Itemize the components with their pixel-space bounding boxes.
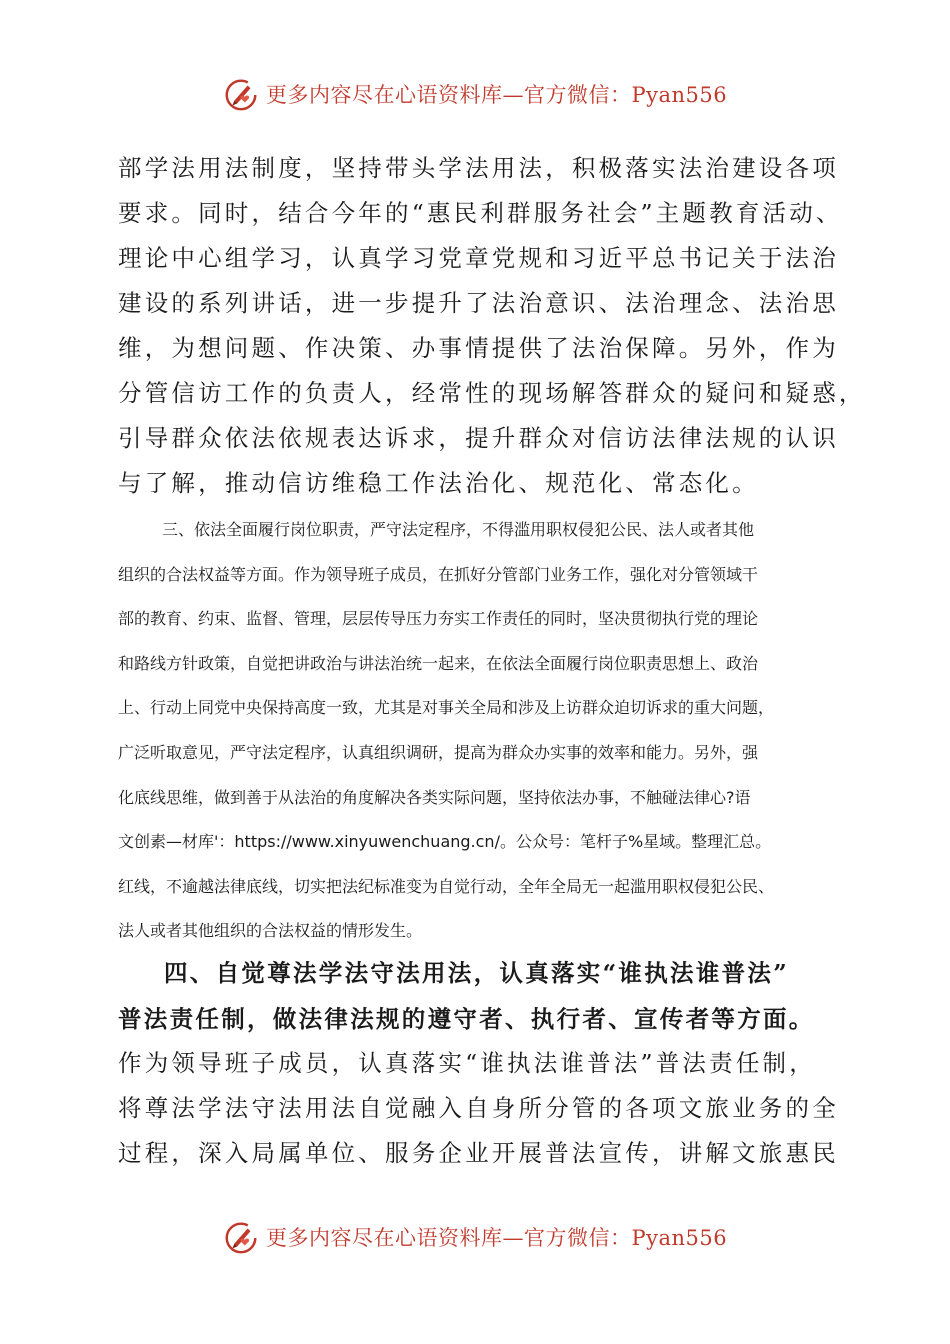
text-line: 和路线方针政策，自觉把讲政治与讲法治统一起来，在依法全面履行岗位职责思想上、政治 xyxy=(118,653,759,673)
text-line: 过程，深入局属单位、服务企业开展普法宣传，讲解文旅惠民 xyxy=(118,1139,839,1167)
text-line: 法人或者其他组织的合法权益的情形发生。 xyxy=(118,921,423,941)
paragraph-legal-study xyxy=(118,146,866,506)
text-line: 广泛听取意见，严守法定程序，认真组织调研，提高为群众办实事的效率和能力。另外，强 xyxy=(118,742,759,762)
text-line: 化底线思维，做到善于从法治的角度解决各类实际问题，坚持依法办事，不触碰法律心?语 xyxy=(118,787,751,807)
banner-text: 更多内容尽在心语资料库—官方微信：Pyan556 xyxy=(266,83,728,107)
text-line: 部学法用法制度，坚持带头学法用法，积极落实法治建设各项 xyxy=(118,154,839,182)
text-line: 分管信访工作的负责人，经常性的现场解答群众的疑问和疑惑， xyxy=(118,379,866,407)
heading-line: 四、自觉尊法学法守法用法，认真落实“谁执法谁普法” xyxy=(164,959,790,987)
section-heading-line: 三、依法全面履行岗位职责，严守法定程序，不得滥用职权侵犯公民、法人或者其他 xyxy=(162,520,755,539)
text-line: 文创素—材库'：https://www.xinyuwenchuang.cn/。公众号：笔杆子%星域。整理汇总。 xyxy=(118,832,772,852)
banner-text: 更多内容尽在心语资料库—官方微信：Pyan556 xyxy=(266,1226,728,1250)
pen-heart-icon xyxy=(222,1218,260,1256)
footer-banner xyxy=(222,1215,727,1259)
text-line: 将尊法学法守法用法自觉融入自身所分管的各项文旅业务的全 xyxy=(118,1094,839,1122)
heading-line: 普法责任制，做法律法规的遵守者、执行者、宣传者等方面。 xyxy=(118,1005,815,1033)
text-line: 要求。同时，结合今年的“惠民利群服务社会”主题教育活动、 xyxy=(118,199,843,227)
header-banner xyxy=(222,72,727,116)
paragraph-section-three xyxy=(118,508,838,954)
text-line: 维，为想问题、作决策、办事情提供了法治保障。另外，作为 xyxy=(118,334,839,362)
text-line: 作为领导班子成员，认真落实“谁执法谁普法”普法责任制， xyxy=(118,1049,816,1077)
text-line: 部的教育、约束、监督、管理，层层传导压力夯实工作责任的同时，坚决贯彻执行党的理论 xyxy=(118,609,759,629)
text-line: 引导群众依法依规表达诉求，提升群众对信访法律法规的认识 xyxy=(118,424,839,452)
text-line: 建设的系列讲话，进一步提升了法治意识、法治理念、法治思 xyxy=(118,289,839,317)
text-line: 红线，不逾越法律底线，切实把法纪标准变为自觉行动，全年全局无一起滥用职权侵犯公民、 xyxy=(118,876,775,896)
text-line: 与了解，推动信访维稳工作法治化、规范化、常态化。 xyxy=(118,469,759,497)
text-line: 上、行动上同党中央保持高度一致，尤其是对事关全局和涉及上访群众迫切诉求的重大问题， xyxy=(118,698,775,718)
paragraph-section-four xyxy=(118,1041,838,1176)
pen-heart-icon xyxy=(222,75,260,113)
text-line: 组织的合法权益等方面。作为领导班子成员，在抓好分管部门业务工作，强化对分管领域干 xyxy=(118,564,759,584)
section-four-heading xyxy=(118,950,838,1042)
text-line: 理论中心组学习，认真学习党章党规和习近平总书记关于法治 xyxy=(118,244,839,272)
